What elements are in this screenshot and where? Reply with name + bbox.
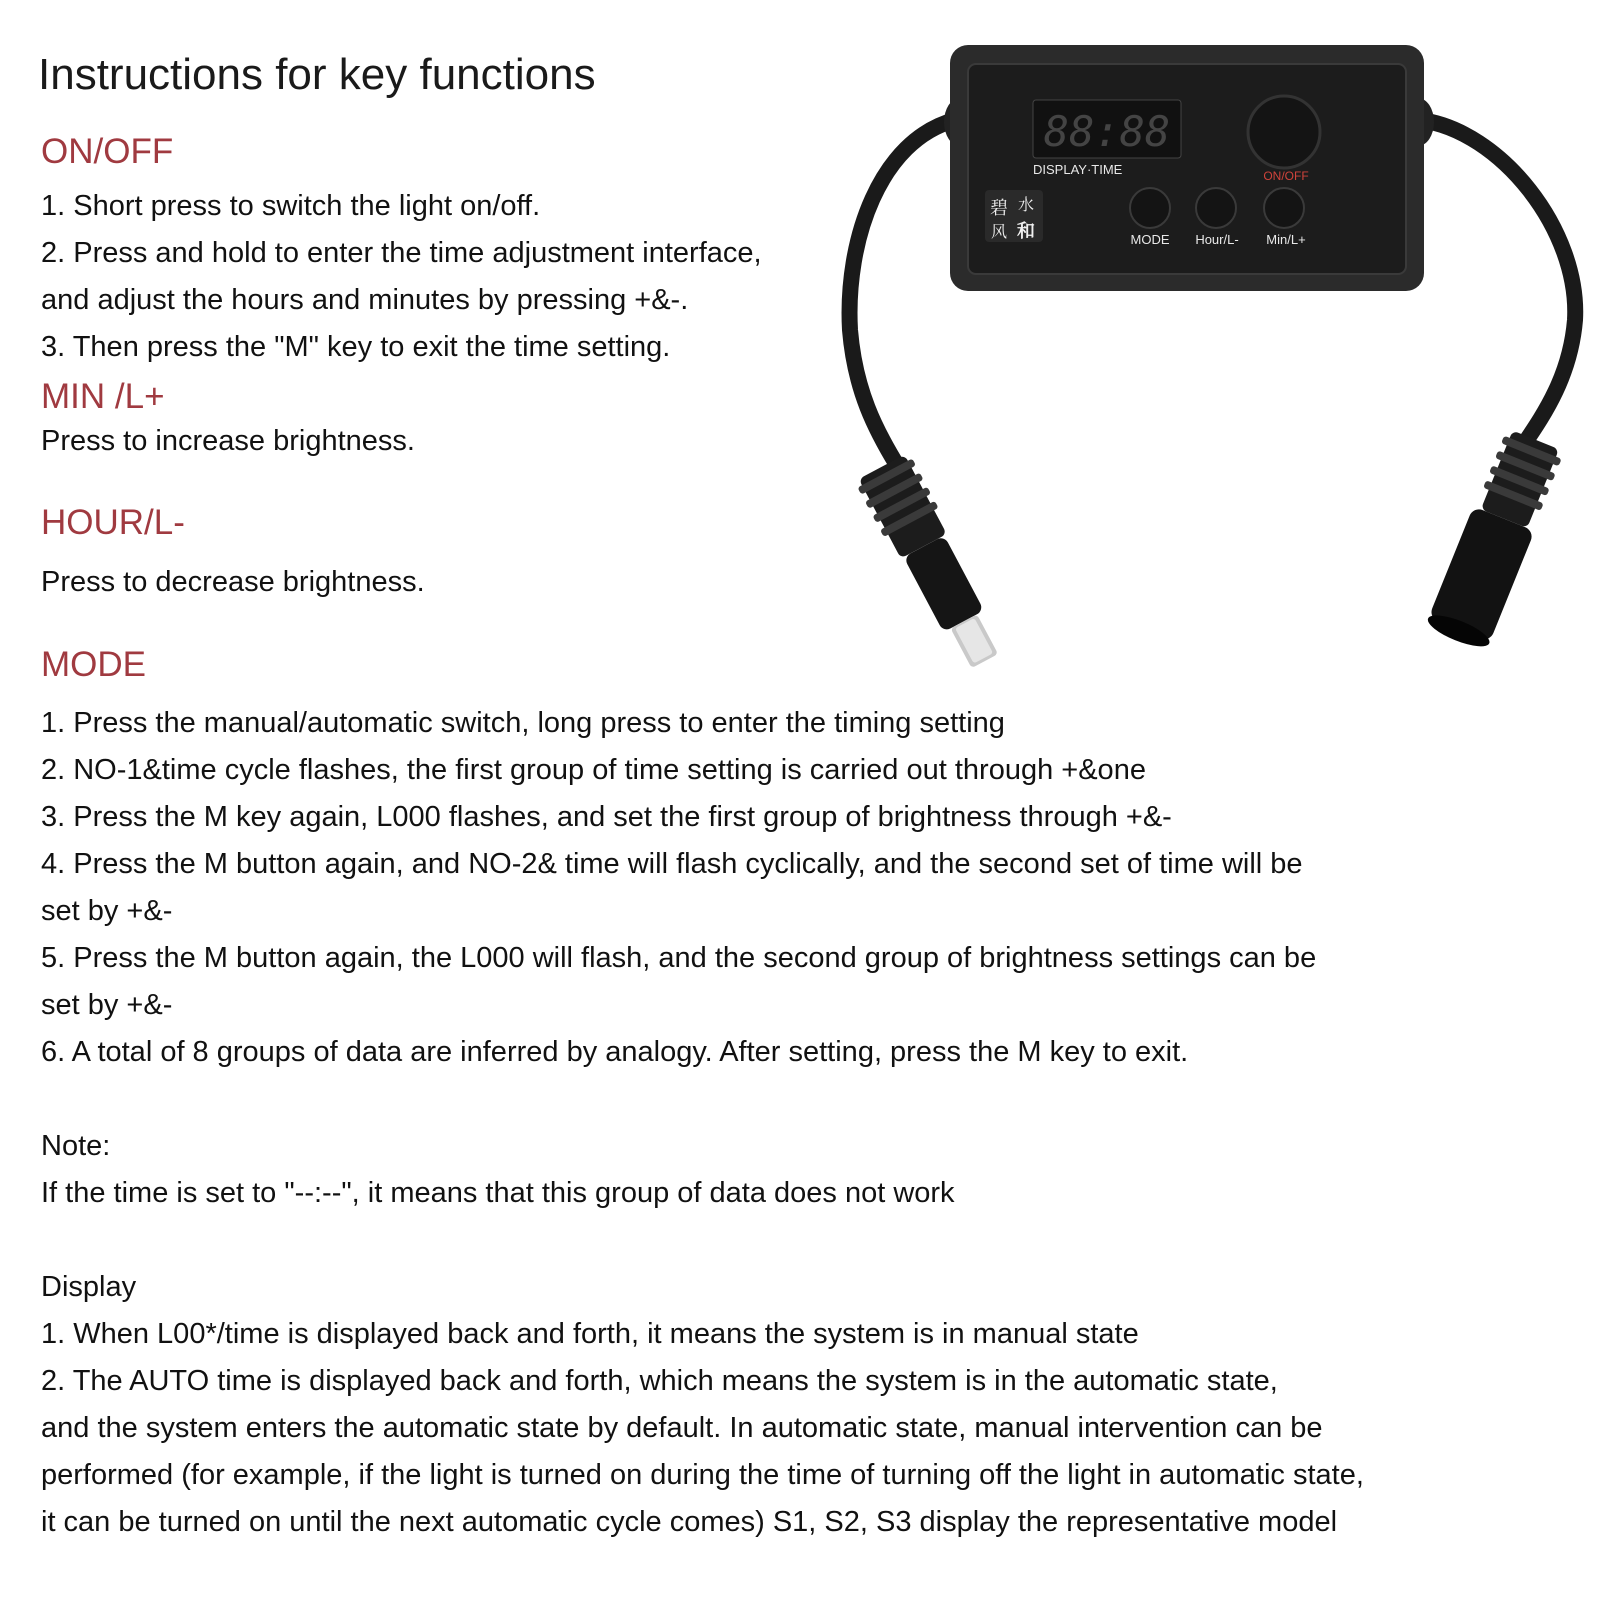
page-title: Instructions for key functions [38, 50, 596, 99]
onoff-label: ON/OFF [1263, 169, 1309, 183]
onoff-line-1: 1. Short press to switch the light on/off. [41, 190, 541, 222]
onoff-line-2: 2. Press and hold to enter the time adjustment interface, [41, 237, 762, 269]
onoff-heading: ON/OFF [41, 132, 174, 171]
mode-line-8: 6. A total of 8 groups of data are inferred by analogy. After setting, press the M key to exit. [41, 1036, 1189, 1068]
lcd-digits: 88:88 [1043, 107, 1171, 156]
hour-button [1196, 188, 1236, 228]
mode-heading: MODE [41, 645, 146, 684]
display-line-2: 2. The AUTO time is displayed back and forth, which means the system is in the automatic state, [41, 1365, 1278, 1397]
mode-line-2: 2. NO-1&time cycle flashes, the first group of time setting is carried out through +&one [41, 754, 1146, 786]
hour-label: Hour/L- [1195, 232, 1239, 247]
display-line-5: it can be turned on until the next automatic cycle comes) S1, S2, S3 display the representative model [41, 1506, 1338, 1538]
mode-line-1: 1. Press the manual/automatic switch, long press to enter the timing setting [41, 707, 1005, 739]
mode-line-6: 5. Press the M button again, the L000 will flash, and the second group of brightness settings can be [41, 942, 1317, 974]
hour-line-1: Press to decrease brightness. [41, 566, 425, 598]
male-dc-plug [854, 452, 1012, 675]
display-heading: Display [41, 1271, 137, 1303]
display-line-3: and the system enters the automatic state by default. In automatic state, manual intervention can be [41, 1412, 1323, 1444]
logo-char-1: 碧 [990, 198, 1008, 219]
logo-char-3: 风 [990, 222, 1008, 241]
mode-line-4: 4. Press the M button again, and NO-2& time will flash cyclically, and the second set of time will be [41, 848, 1303, 880]
logo-char-2: 水 [1017, 195, 1035, 214]
onoff-line-3: and adjust the hours and minutes by pressing +&-. [41, 284, 689, 316]
display-line-4: performed (for example, if the light is turned on during the time of turning off the light in automatic state, [41, 1459, 1364, 1491]
mode-line-3: 3. Press the M key again, L000 flashes, and set the first group of brightness through +&- [41, 801, 1172, 833]
note-heading: Note: [41, 1130, 111, 1162]
display-time-label: DISPLAY·TIME [1033, 162, 1123, 177]
logo-char-4: 和 [1017, 221, 1035, 242]
min-button [1264, 188, 1304, 228]
mode-button [1130, 188, 1170, 228]
min-line-1: Press to increase brightness. [41, 425, 415, 457]
note-line-1: If the time is set to "--:--", it means that this group of data does not work [41, 1177, 955, 1209]
min-label: Min/L+ [1266, 232, 1306, 247]
hour-heading: HOUR/L- [41, 503, 185, 542]
female-dc-socket [1424, 428, 1566, 653]
mode-line-7: set by +&- [41, 989, 173, 1021]
mode-label: MODE [1130, 232, 1170, 247]
min-heading: MIN /L+ [41, 377, 165, 416]
onoff-line-4: 3. Then press the "M" key to exit the time setting. [41, 331, 671, 363]
display-line-1: 1. When L00*/time is displayed back and forth, it means the system is in manual state [41, 1318, 1139, 1350]
mode-line-5: set by +&- [41, 895, 173, 927]
